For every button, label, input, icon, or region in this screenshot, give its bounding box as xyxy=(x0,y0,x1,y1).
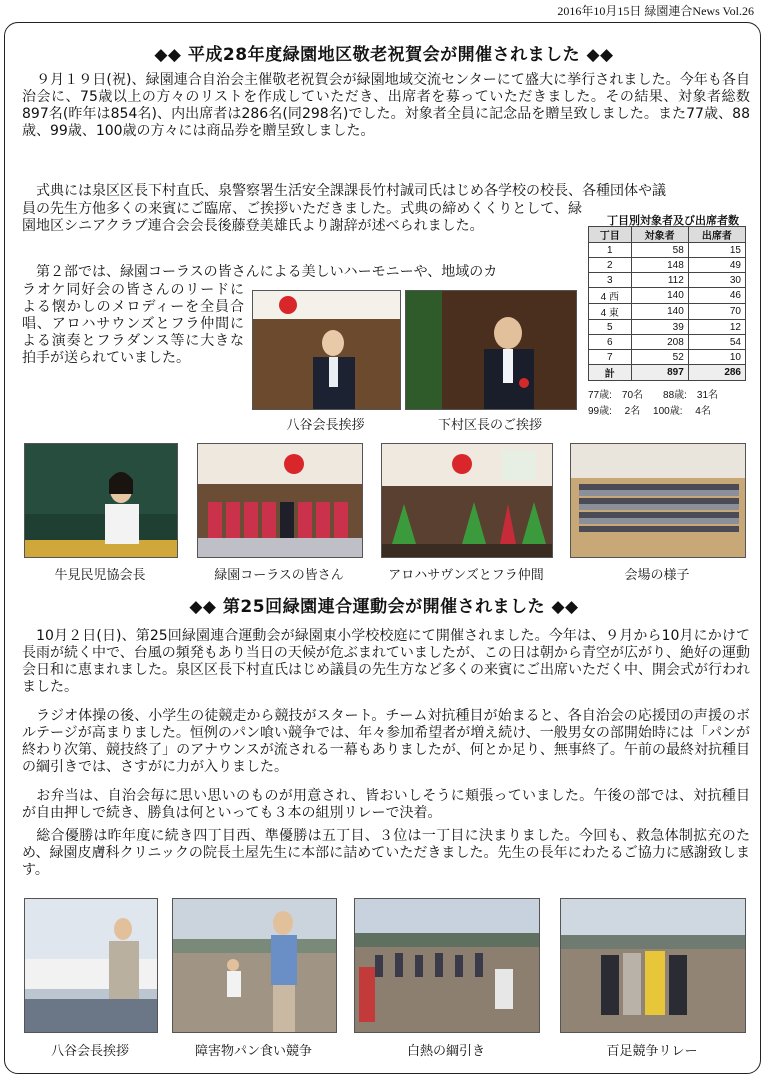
cell: 46 xyxy=(688,288,745,304)
section2-paragraph-4: 総合優勝は昨年度に続き四丁目西、準優勝は五丁目、３位は一丁目に決まりました。今回も、救急体制拡充のため、緑園皮膚科クリニックの院長土屋先生に本部に詰めていただきました。先生の長年にわたるご協力に感謝致します。 xyxy=(22,828,750,878)
section1-paragraph-3a: 第２部では、緑園コーラスの皆さんによる美しいハーモニーや、地域のカ xyxy=(22,264,498,280)
newsletter-header: 2016年10月15日 緑園連合News Vol.26 xyxy=(557,4,754,18)
table-title: 丁目別対象者及び出席者数 xyxy=(607,214,739,227)
column-header: 丁目 xyxy=(589,227,632,243)
photo-aloha-hula xyxy=(381,443,553,558)
section1-paragraph-3b: ラオケ同好会の皆さんのリードによる懐かしのメロディーを全員合唱、アロハサウンズとフラ仲間による演奏とフラダンス等に大きな拍手が送られていました。 xyxy=(22,282,244,366)
caption-aloha-hula: アロハサヴンズとフラ仲間 xyxy=(388,568,544,583)
photo-yatani-speech xyxy=(252,290,401,410)
table-row xyxy=(589,243,746,258)
cell: 1 xyxy=(589,243,632,258)
caption-ushimi-chair: 牛見民児協会長 xyxy=(54,568,146,583)
cell: 112 xyxy=(631,273,688,288)
section1-title: ◆◆ 平成28年度緑園地区敬老祝賀会が開催されました ◆◆ xyxy=(154,45,614,65)
table-row xyxy=(589,320,746,335)
photo-ryokuen-chorus xyxy=(197,443,363,558)
photo-shimomura-speech xyxy=(405,290,577,410)
table-row xyxy=(589,273,746,288)
table-row xyxy=(589,335,746,350)
caption-sports-yatani-speech: 八谷会長挨拶 xyxy=(50,1044,129,1059)
cell: 54 xyxy=(688,335,745,350)
cell: 52 xyxy=(631,350,688,365)
cell: 30 xyxy=(688,273,745,288)
caption-yatani-speech: 八谷会長挨拶 xyxy=(286,418,365,433)
cell: 4 西 xyxy=(589,288,632,304)
cell: 208 xyxy=(631,335,688,350)
cell: 5 xyxy=(589,320,632,335)
cell: 12 xyxy=(688,320,745,335)
photo-venue xyxy=(570,443,746,558)
cell: 6 xyxy=(589,335,632,350)
section2-paragraph-3: お弁当は、自治会毎に思い思いのものが用意され、皆おいしそうに頬張っていました。午後の部では、対抗種目が自由押しで続き、勝負は何といっても３本の組別リレーで決着。 xyxy=(22,788,750,821)
cell: 70 xyxy=(688,304,745,320)
photo-ushimi-chair xyxy=(24,443,178,558)
table-row xyxy=(589,258,746,273)
cell: 140 xyxy=(631,288,688,304)
cell: 2 xyxy=(589,258,632,273)
cell: 計 xyxy=(589,365,632,381)
photo-centipede-relay xyxy=(560,898,746,1033)
caption-venue: 会場の様子 xyxy=(624,568,690,583)
cell: 58 xyxy=(631,243,688,258)
section2-title: ◆◆ 第25回緑園連合運動会が開催されました ◆◆ xyxy=(189,597,579,617)
caption-centipede-relay: 百足競争リレー xyxy=(606,1044,698,1059)
section1-paragraph-2a: 式典には泉区区長下村直氏、泉警察署生活安全課課長竹村誠司氏はじめ各学校の校長、各種団体や議 xyxy=(22,183,666,199)
cell: 286 xyxy=(688,365,745,381)
section2-paragraph-1: 10月２日(日)、第25回緑園連合運動会が緑園東小学校校庭にて開催されました。今年は、９月から10月にかけて長雨が続く中で、台風の頻発もあり当日の天候が危ぶまれていましたが、この日は朝から青空が広がり、絶好の運動会日和に恵まれました。泉区区長下村直氏はじめ議員の先生方など多くの来賓にご出席いただく中、開会式が行われました。 xyxy=(22,628,750,695)
cell: 15 xyxy=(688,243,745,258)
cell: 49 xyxy=(688,258,745,273)
caption-ryokuen-chorus: 緑園コーラスの皆さん xyxy=(214,568,344,583)
column-header: 対象者 xyxy=(631,227,688,243)
photo-sports-yatani-speech xyxy=(24,898,158,1033)
caption-shimomura-speech: 下村区長のご挨拶 xyxy=(437,418,542,433)
table-row xyxy=(589,304,746,320)
table-row xyxy=(589,350,746,365)
section1-paragraph-2b: 員の先生方他多くの来賓にご臨席、ご挨拶いただきました。式典の締めくくりとして、緑園地区シニアクラブ連合会会長後藤登美雄氏より謝辞が述べられました。 xyxy=(22,201,582,234)
age-counts-1: 77歳: 70名 88歳: 31名 xyxy=(588,390,719,401)
table-header-row xyxy=(589,227,746,243)
cell: 3 xyxy=(589,273,632,288)
cell: 897 xyxy=(631,365,688,381)
photo-tug-of-war xyxy=(354,898,540,1033)
section2-paragraph-2: ラジオ体操の後、小学生の徒競走から競技がスタート。チーム対抗種目が始まると、各自治会の応援団の声援のボルテージが高まりました。恒例のパン喰い競争では、年々参加希望者が増え続け、一般男女の部開始時には「パンが終わり次第、競技終了」のアナウンスが流される一幕もありましたが、何とか足り、無事終了。午前の最終対抗種目の綱引きでは、さすがに力が入りました。 xyxy=(22,708,750,775)
cell: 7 xyxy=(589,350,632,365)
photo-bread-race xyxy=(172,898,337,1033)
caption-tug-of-war: 白熱の綱引き xyxy=(406,1044,485,1059)
attendance-table xyxy=(588,226,746,381)
cell: 39 xyxy=(631,320,688,335)
cell: 10 xyxy=(688,350,745,365)
section1-paragraph-1: ９月１９日(祝)、緑園連合自治会主催敬老祝賀会が緑園地域交流センターにて盛大に挙行されました。今年も各自治会に、75歳以上の方々のリストを作成していただき、出席者を募っていただきました。その結果、対象者総数897名(昨年は854名)、内出席者は286名(同298名)でした。対象者全員に記念品を贈呈致しました。また77歳、88歳、99歳、100歳の方々には商品券を贈呈致しました。 xyxy=(22,72,750,139)
table-total-row xyxy=(589,365,746,381)
age-counts-2: 99歳: 2名 100歳: 4名 xyxy=(588,406,711,417)
table-row xyxy=(589,288,746,304)
cell: 4 東 xyxy=(589,304,632,320)
cell: 140 xyxy=(631,304,688,320)
column-header: 出席者 xyxy=(688,227,745,243)
caption-bread-race: 障害物パン食い競争 xyxy=(194,1044,312,1059)
cell: 148 xyxy=(631,258,688,273)
